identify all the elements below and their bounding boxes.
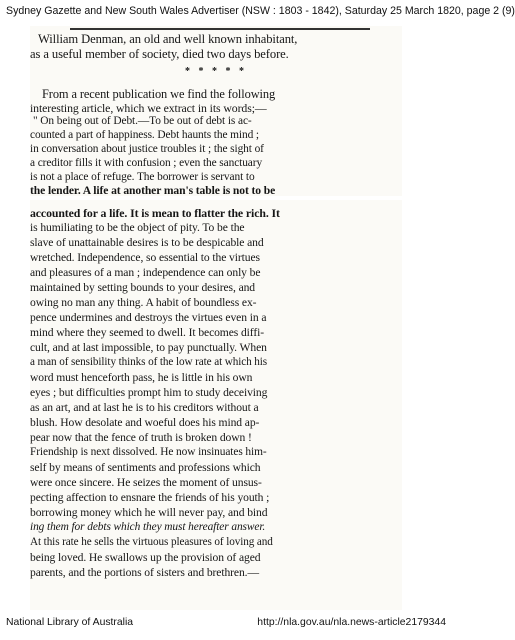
article-line: At this rate he sells the virtuous pleasures of loving and: [30, 536, 273, 548]
obituary-line: William Denman, an old and well known inhabitant,: [38, 32, 298, 46]
article-line: owing no man any thing. A habit of boundless ex-: [30, 296, 257, 309]
article-line: " On being out of Debt.—To be out of debt is ac-: [33, 115, 252, 127]
article-line: eyes ; but difficulties prompt him to study deceiving: [30, 386, 268, 399]
article-line: self by means of sentiments and professions which: [30, 461, 261, 474]
article-line: counted a part of happiness. Debt haunts the mind ;: [30, 129, 259, 141]
article-line: pecting affection to ensnare the friends of his youth ;: [30, 491, 270, 504]
article-line: were once sincere. He seizes the moment of unsus-: [30, 476, 262, 489]
article-line: a creditor fills it with confusion ; even the sanctuary: [30, 157, 263, 169]
article-line: the lender. A life at another man's table is not to be: [30, 184, 276, 197]
article-scan-bottom: [30, 200, 402, 610]
article-line: word must henceforth pass, he is little in his own: [30, 371, 253, 384]
article-line: is humiliating to be the object of pity. To be the: [30, 221, 245, 234]
article-line: maintained by setting bounds to your desires, and: [30, 281, 256, 294]
footer-link[interactable]: http://nla.gov.au/nla.news-article2179344: [257, 617, 446, 628]
article-line: slave of unattainable desires is to be despicable and: [30, 236, 264, 249]
article-scan-top: [30, 26, 402, 196]
article-line: interesting article, which we extract in its words;—: [30, 101, 267, 115]
section-separator: * * * * *: [185, 66, 247, 77]
article-line: From a recent publication we find the following: [42, 87, 276, 101]
article-line: parents, and the portions of sisters and brethren.—: [30, 566, 259, 579]
obituary-line: as a useful member of society, died two days before.: [30, 47, 289, 61]
article-line: pence undermines and destroys the virtues even in a: [30, 311, 267, 324]
page-header-title: Sydney Gazette and New South Wales Advertiser (NSW : 1803 - 1842), Saturday 25 March 1820, page 2 (9): [6, 5, 515, 17]
article-line: as an art, and at last he is to his creditors without a: [30, 401, 259, 414]
footer-source: National Library of Australia: [6, 617, 134, 628]
article-line: being loved. He swallows up the provision of aged: [30, 551, 261, 564]
article-line: pear now that the fence of truth is broken down !: [30, 431, 252, 444]
article-line: and pleasures of a man ; independence can only be: [30, 266, 261, 279]
article-line: mind where they seemed to dwell. It becomes diffi-: [30, 326, 264, 339]
article-line: is not a place of refuge. The borrower is servant to: [30, 171, 255, 183]
article-line: cult, and at last impossible, to pay punctually. When: [30, 341, 267, 354]
article-line: wretched. Independence, so essential to the virtues: [30, 251, 260, 264]
article-line: borrowing money which he will never pay, and bind: [30, 506, 268, 519]
article-line: Friendship is next dissolved. He now insinuates him-: [30, 446, 267, 458]
article-line: in conversation about justice troubles it ; the sight of: [30, 143, 264, 155]
article-line: a man of sensibility thinks of the low rate at which his: [30, 356, 268, 368]
article-line: blush. How desolate and woeful does his mind ap-: [30, 416, 260, 429]
article-line: accounted for a life. It is mean to flatter the rich. It: [30, 206, 280, 220]
article-line: ing them for debts which they must hereafter answer.: [30, 521, 266, 533]
